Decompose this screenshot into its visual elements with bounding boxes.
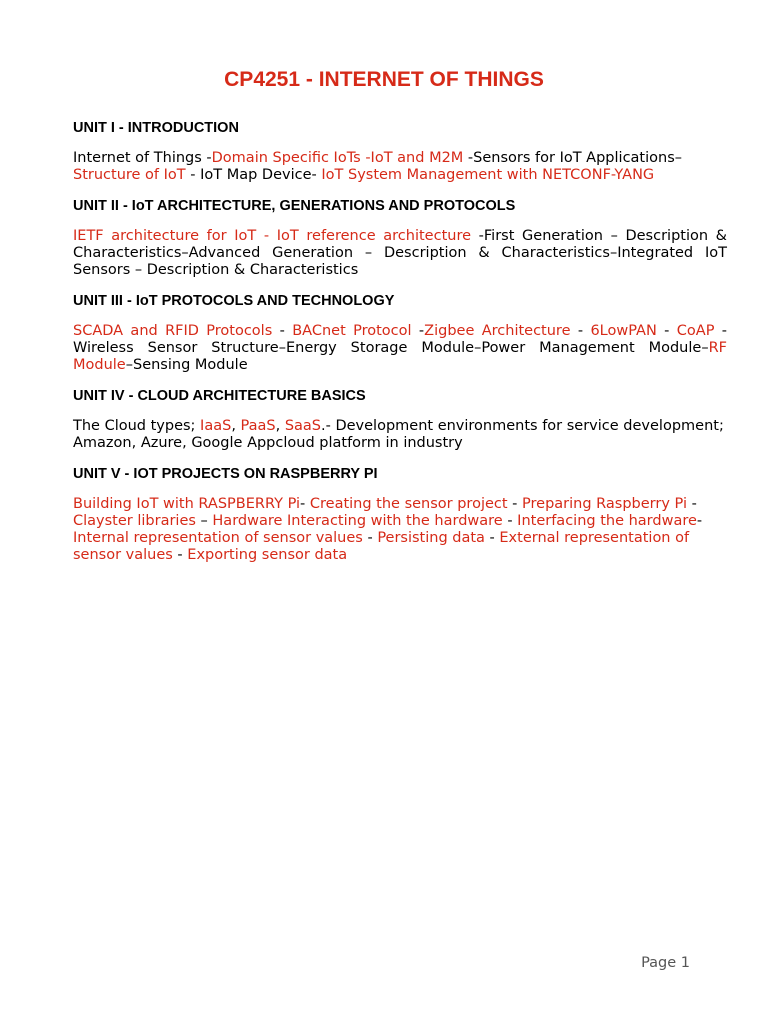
topic-text: Internet of Things - (73, 150, 212, 166)
unit-description (73, 150, 727, 184)
topic-highlight: CoAP (676, 323, 715, 339)
topic-text: - (696, 513, 703, 529)
topic-text: - (570, 323, 591, 339)
topic-highlight: IaaS (200, 418, 232, 434)
unit-1 (73, 120, 727, 184)
unit-2 (73, 198, 727, 279)
topic-highlight: IETF architecture for IoT - IoT reference architecture (73, 228, 472, 244)
topic-text: - (411, 323, 425, 339)
topic-highlight: Building IoT with RASPBERRY Pi (73, 496, 301, 512)
unit-heading: UNIT IV - CLOUD ARCHITECTURE BASICS (73, 388, 366, 404)
unit-heading: UNIT II - IoT ARCHITECTURE, GENERATIONS AND PROTOCOLS (73, 198, 516, 214)
topic-text: - (507, 496, 523, 512)
topic-highlight: Internal representation of sensor values (73, 530, 363, 546)
topic-text: .- Development environments for service development; Amazon, Azure, Google Appcloud platform in industry (73, 418, 724, 451)
topic-highlight: Exporting sensor data (187, 547, 348, 563)
topic-highlight: Creating the sensor project (309, 496, 508, 512)
topic-text: -Sensors for IoT Applications– (463, 150, 683, 166)
topic-highlight: Clayster libraries (73, 513, 196, 529)
topic-highlight: SaaS (284, 418, 322, 434)
unit-5 (73, 466, 727, 564)
page-number: Page 1 (641, 955, 690, 971)
topic-text: - (502, 513, 518, 529)
topic-text: -Wireless Sensor Structure–Energy Storage Module–Power Management Module– (73, 323, 728, 356)
topic-text: - (687, 496, 697, 512)
topic-text: - IoT Map Device- (185, 167, 322, 183)
topic-text: - (300, 496, 310, 512)
topic-highlight: IoT System Management with NETCONF-YANG (321, 167, 655, 183)
topic-text: , (275, 418, 285, 434)
topic-text: –Sensing Module (125, 357, 248, 373)
topic-text: The Cloud types; (73, 418, 201, 434)
unit-3 (73, 293, 727, 374)
topic-highlight: Preparing Raspberry Pi (522, 496, 687, 512)
syllabus-content (73, 120, 727, 578)
unit-description (73, 418, 727, 452)
unit-4 (73, 388, 727, 452)
unit-description (73, 496, 727, 564)
unit-heading: UNIT I - INTRODUCTION (73, 120, 239, 136)
topic-highlight: 6LowPAN (590, 323, 657, 339)
topic-highlight: External representation of sensor values (73, 530, 690, 563)
topic-text: -First Generation – Description & Characteristics–Advanced Generation – Description & Characteristics–Integrated IoT Sensors – Description & Characteristics (73, 228, 727, 278)
topic-text: , (231, 418, 241, 434)
topic-text: – (195, 513, 213, 529)
topic-highlight: Structure of IoT (73, 167, 186, 183)
topic-highlight: Interfacing the hardware (517, 513, 697, 529)
page-title: CP4251 - INTERNET OF THINGS (224, 68, 544, 91)
topic-highlight: PaaS (240, 418, 276, 434)
unit-description (73, 323, 727, 374)
topic-highlight: SCADA and RFID Protocols (73, 323, 273, 339)
topic-text: - (656, 323, 677, 339)
topic-text: - (172, 547, 188, 563)
topic-highlight: BACnet Protocol (292, 323, 412, 339)
topic-text: - (362, 530, 378, 546)
unit-heading: UNIT V - IOT PROJECTS ON RASPBERRY PI (73, 466, 378, 482)
topic-text: - (484, 530, 500, 546)
topic-highlight: Domain Specific IoTs -IoT and M2M (211, 150, 464, 166)
topic-highlight: Hardware Interacting with the hardware (212, 513, 503, 529)
unit-description (73, 228, 727, 279)
topic-highlight: Zigbee Architecture (424, 323, 571, 339)
unit-heading: UNIT III - IoT PROTOCOLS AND TECHNOLOGY (73, 293, 395, 309)
topic-highlight: RF Module (73, 340, 727, 373)
topic-text: - (272, 323, 293, 339)
topic-highlight: Persisting data (377, 530, 485, 546)
